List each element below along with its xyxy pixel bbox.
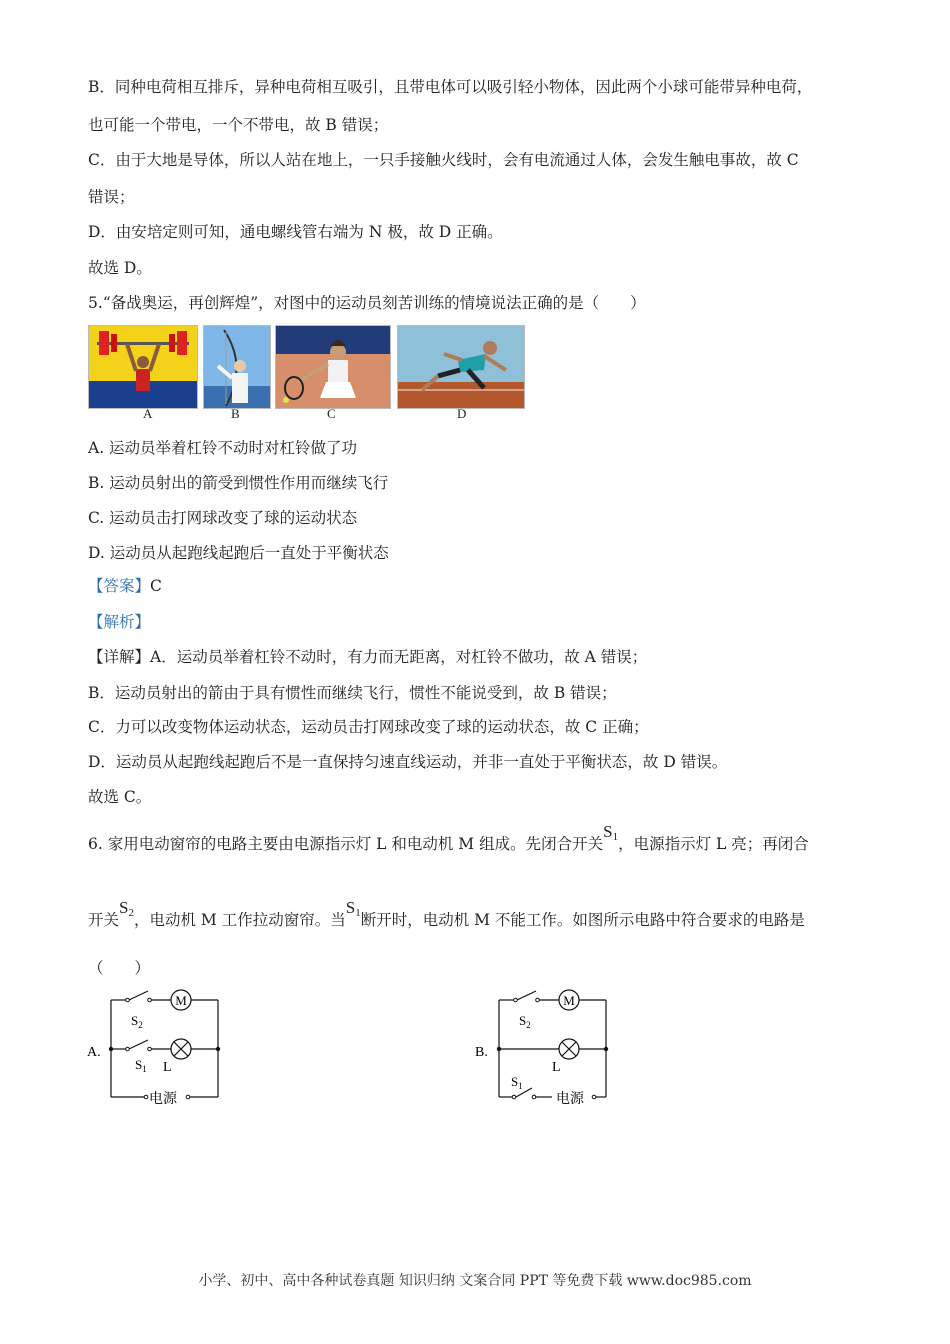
answer-value: C xyxy=(150,577,162,595)
photo-sprinter xyxy=(397,325,525,409)
archer-illustration xyxy=(204,326,270,408)
analysis-tag: 【解析】 xyxy=(88,613,151,631)
lamp-icon xyxy=(559,1039,579,1059)
option-c: C. 运动员击打网球改变了球的运动状态 xyxy=(88,509,358,527)
image-label: D xyxy=(457,406,467,421)
sprinter-illustration xyxy=(398,326,524,408)
image-label: B xyxy=(231,406,240,421)
text-line: B．同种电荷相互排斥，异种电荷相互吸引，且带电体可以吸引轻小物体，因此两个小球可能带异种电荷， xyxy=(88,78,813,96)
power-source-label: 电源 xyxy=(149,1092,177,1107)
analysis-line xyxy=(88,612,150,632)
switch-symbol: $S_2$ xyxy=(119,898,134,919)
circuit-b xyxy=(472,988,622,1108)
svg-text:M: M xyxy=(563,993,575,1008)
motor-icon xyxy=(559,990,579,1010)
detail-tag: 【详解】 xyxy=(88,648,151,666)
q6-text: ，电动机 M 工作拉动窗帘。当 xyxy=(133,911,346,929)
answer-tag: 【答案】 xyxy=(88,577,151,595)
photo-weightlifter xyxy=(88,325,198,409)
q6-text: 开关 xyxy=(88,911,120,929)
photo-tennis xyxy=(275,325,391,409)
switch-s2-label: $S_2$ xyxy=(519,1013,531,1030)
question-6-blank: （ ） xyxy=(88,959,151,977)
question-5-stem: 5.“备战奥运，再创辉煌”，对图中的运动员刻苦训练的情境说法正确的是（ ） xyxy=(88,294,646,312)
switch-s1-label: $S_1$ xyxy=(511,1074,523,1091)
detail-c: C．力可以改变物体运动状态，运动员击打网球改变了球的运动状态，故 C 正确； xyxy=(88,718,649,736)
detail-line xyxy=(88,647,647,667)
q6-text: 6. 家用电动窗帘的电路主要由电源指示灯 L 和电动机 M 组成。先闭合开关 xyxy=(88,835,604,853)
text-line: 故选 D。 xyxy=(88,259,152,277)
image-label: C xyxy=(327,406,336,421)
switch-s2-label: $S_2$ xyxy=(131,1013,143,1030)
lamp-label: L xyxy=(552,1060,561,1075)
answer-line xyxy=(88,576,162,596)
text-line: 错误； xyxy=(88,188,135,206)
switch-symbol: $S_1$ xyxy=(603,822,619,843)
photo-archer xyxy=(203,325,271,409)
motor-icon xyxy=(171,990,191,1010)
lamp-label: L xyxy=(163,1060,172,1075)
lamp-icon xyxy=(171,1039,191,1059)
tennis-illustration xyxy=(276,326,390,408)
detail-b: B．运动员射出的箭由于具有惯性而继续飞行，惯性不能说受到，故 B 错误； xyxy=(88,684,617,702)
option-d: D. 运动员从起跑线起跑后一直处于平衡状态 xyxy=(88,544,389,562)
text-line: D．由安培定则可知，通电螺线管右端为 N 极，故 D 正确。 xyxy=(88,223,503,241)
weightlifter-illustration xyxy=(89,326,197,408)
circuit-a xyxy=(84,988,234,1108)
svg-text:M: M xyxy=(175,993,187,1008)
circuit-b-label: B. xyxy=(475,1045,488,1060)
image-label: A xyxy=(143,406,153,421)
switch-symbol: $S_1$ xyxy=(345,898,361,919)
switch-s1-label: $S_1$ xyxy=(135,1057,147,1074)
choose-line: 故选 C。 xyxy=(88,788,152,806)
option-b: B. 运动员射出的箭受到惯性作用而继续飞行 xyxy=(88,474,389,492)
power-source-label: 电源 xyxy=(556,1092,584,1107)
q6-text: 断开时，电动机 M 不能工作。如图所示电路中符合要求的电路是 xyxy=(360,911,805,929)
detail-d: D．运动员从起跑线起跑后不是一直保持匀速直线运动，并非一直处于平衡状态，故 D 错误。 xyxy=(88,753,728,771)
detail-a: A．运动员举着杠铃不动时，有力而无距离，对杠铃不做功，故 A 错误； xyxy=(150,648,648,666)
page-footer: 小学、初中、高中各种试卷真题 知识归纳 文案合同 PPT 等免费下载 www.doc985.com xyxy=(198,1273,752,1289)
q6-text: ，电源指示灯 L 亮；再闭合 xyxy=(618,835,809,853)
option-a: A. 运动员举着杠铃不动时对杠铃做了功 xyxy=(88,439,358,457)
question-6-line-1 xyxy=(88,822,809,859)
text-line: 也可能一个带电，一个不带电，故 B 错误； xyxy=(88,116,389,134)
text-line: C．由于大地是导体，所以人站在地上，一只手接触火线时，会有电流通过人体，会发生触电事故，故 C xyxy=(88,151,799,169)
circuit-a-label: A. xyxy=(87,1045,101,1060)
question-6-line-2 xyxy=(88,898,805,935)
